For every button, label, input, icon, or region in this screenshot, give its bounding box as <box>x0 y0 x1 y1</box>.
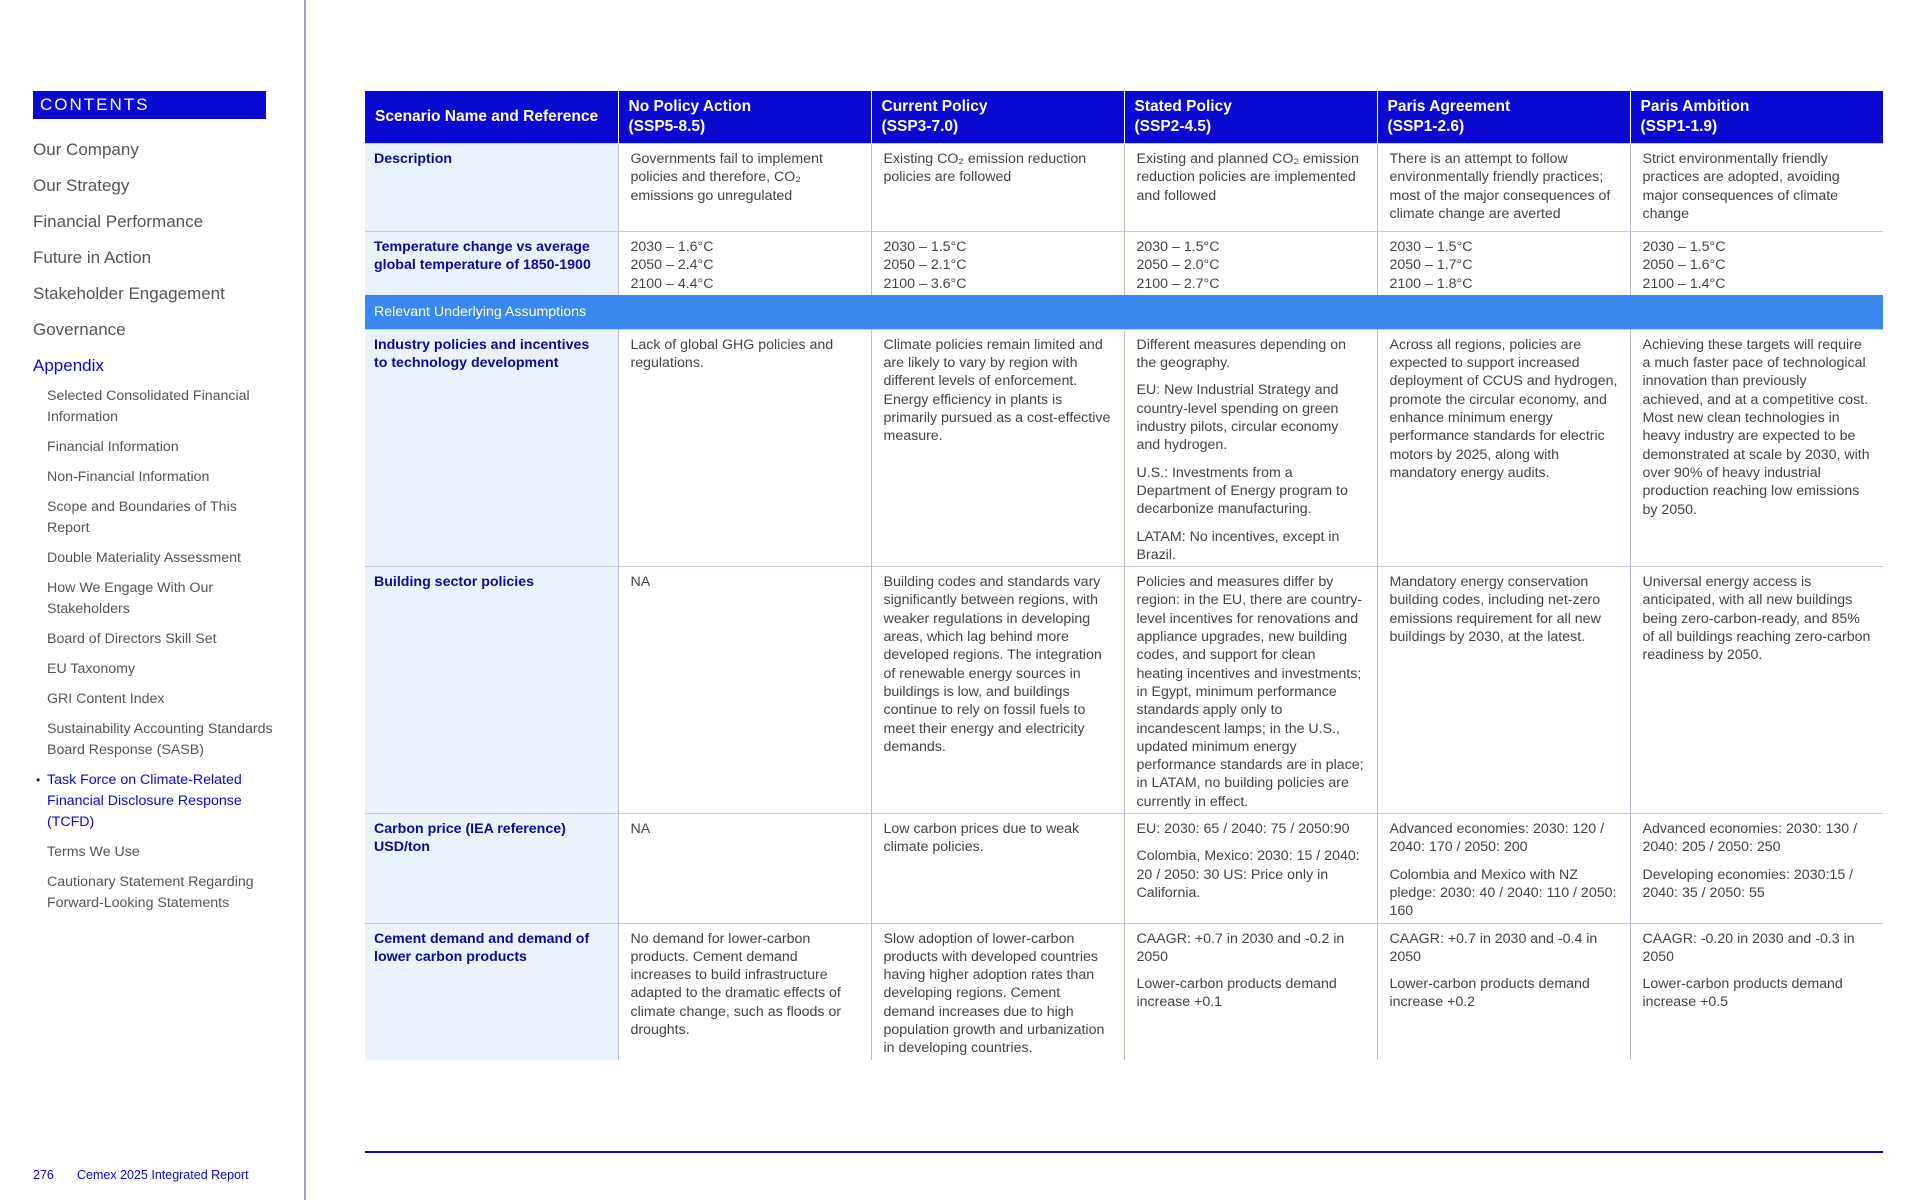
table-cell <box>1377 814 1630 923</box>
table-cell <box>1630 923 1883 1060</box>
cell-paragraph: CAAGR: +0.7 in 2030 and -0.4 in 2050 <box>1389 930 1598 965</box>
cell-paragraph: Slow adoption of lower-carbon products with developed countries having higher adoption rates than developing regions. Cement demand increases due to high population growth and urbanization in developing countries. <box>883 930 1105 1057</box>
cell-paragraph: 2030 – 1.5°C 2050 – 1.7°C 2100 – 1.8°C <box>1389 239 1473 292</box>
table-cell <box>1377 923 1630 1060</box>
table-cell <box>871 923 1124 1060</box>
cell-paragraph: Strict environmentally friendly practices are adopted, avoiding major consequences of climate change <box>1642 151 1840 222</box>
cell-paragraph: CAAGR: +0.7 in 2030 and -0.2 in 2050 <box>1136 930 1345 965</box>
nav-governance[interactable]: Governance <box>33 320 126 339</box>
row-label: Cement demand and demand of lower carbon products <box>365 923 618 1060</box>
nav-sub-eu-taxonomy[interactable]: EU Taxonomy <box>47 661 136 677</box>
cell-paragraph: 2030 – 1.5°C 2050 – 1.6°C 2100 – 1.4°C <box>1642 239 1726 292</box>
row-label: Carbon price (IEA reference) USD/ton <box>365 814 618 923</box>
cell-paragraph: Universal energy access is anticipated, with all new buildings being zero-carbon-ready, and 85% of all buildings reaching zero-carbon readiness by 2050. <box>1642 574 1871 664</box>
nav-sub-non-financial-info[interactable]: Non-Financial Information <box>47 469 210 485</box>
nav-sub-cautionary-statement[interactable]: Cautionary Statement Regarding Forward-Looking Statements <box>47 874 254 911</box>
cell-paragraph: Advanced economies: 2030: 120 / 2040: 170 / 2050: 200 <box>1389 821 1605 856</box>
table-row <box>365 923 1883 1060</box>
table-row <box>365 567 1883 814</box>
table-header-row <box>365 91 1883 144</box>
report-title: Cemex 2025 Integrated Report <box>77 1168 249 1182</box>
column-header-3: Stated Policy (SSP2-4.5) <box>1124 91 1377 144</box>
cell-paragraph: Lower-carbon products demand increase +0.2 <box>1389 976 1590 1011</box>
table-cell <box>1377 144 1630 232</box>
table-cell <box>871 232 1124 295</box>
table-cell <box>618 567 871 814</box>
nav-our-strategy[interactable]: Our Strategy <box>33 176 130 195</box>
nav-sub-double-materiality[interactable]: Double Materiality Assessment <box>47 550 241 566</box>
nav-sub-selected-financial-info[interactable]: Selected Consolidated Financial Information <box>47 388 250 425</box>
nav-sub-tcfd[interactable] <box>36 770 272 833</box>
table-cell <box>1630 814 1883 923</box>
cell-paragraph: Across all regions, policies are expected to support increased deployment of CCUS and hydrogen, promote the circular economy, and enhance minimum energy performance standards for electric motors by 2025, along with mandatory energy audits. <box>1389 336 1618 481</box>
table-cell <box>1124 144 1377 232</box>
cell-paragraph: Developing economies: 2030:15 / 2040: 35 / 2050: 55 <box>1642 866 1854 901</box>
nav-sub-scope-boundaries[interactable]: Scope and Boundaries of This Report <box>47 499 237 536</box>
row-label: Building sector policies <box>365 567 618 814</box>
table-cell <box>871 329 1124 566</box>
table-cell <box>1377 232 1630 295</box>
cell-paragraph: Low carbon prices due to weak climate policies. <box>883 821 1080 856</box>
table-cell <box>1124 567 1377 814</box>
cell-paragraph: LATAM: No incentives, except in Brazil. <box>1136 528 1340 563</box>
table-cell <box>1630 567 1883 814</box>
table-cell <box>618 329 871 566</box>
cell-paragraph: CAAGR: -0.20 in 2030 and -0.3 in 2050 <box>1642 930 1855 965</box>
nav-financial-performance[interactable]: Financial Performance <box>33 212 204 231</box>
cell-paragraph: Building codes and standards vary significantly between regions, with weaker regulations in developing areas, which lag behind more developed regions. The integration of renewable energy sources in buildings is low, and buildings continue to rely on fossil fuels to meet their energy and electricity demands. <box>883 574 1102 755</box>
cell-paragraph: Different measures depending on the geography. <box>1136 336 1347 372</box>
scenario-table-container <box>365 91 1883 1060</box>
cell-paragraph: EU: 2030: 65 / 2040: 75 / 2050:90 <box>1136 821 1350 838</box>
cell-paragraph: EU: New Industrial Strategy and country-level spending on green industry pilots, circular economy and hydrogen. <box>1136 382 1339 454</box>
cell-paragraph: Lower-carbon products demand increase +0.1 <box>1136 976 1337 1011</box>
column-header-4: Paris Agreement (SSP1-2.6) <box>1377 91 1630 144</box>
cell-paragraph: Colombia, Mexico: 2030: 15 / 2040: 20 / 2050: 30 US: Price only in California. <box>1136 848 1360 901</box>
cell-paragraph: Existing CO₂ emission reduction policies are followed <box>883 151 1087 186</box>
nav-sub-terms-we-use[interactable]: Terms We Use <box>47 844 140 860</box>
column-header-2: Current Policy (SSP3-7.0) <box>871 91 1124 144</box>
nav-our-company[interactable]: Our Company <box>33 140 139 159</box>
cell-paragraph: Existing and planned CO₂ emission reduction policies are implemented and followed <box>1136 151 1359 204</box>
row-label: Industry policies and incentives to technology development <box>365 329 618 566</box>
cell-paragraph: Climate policies remain limited and are likely to vary by region with different levels of enforcement. Energy efficiency in plants is primarily pursued as a cost-effective measure. <box>883 336 1111 445</box>
cell-paragraph: 2030 – 1.6°C 2050 – 2.4°C 2100 – 4.4°C <box>630 239 714 292</box>
table-bottom-rule <box>365 1151 1883 1153</box>
nav-sub-tcfd-label: Task Force on Climate-Related Financial Disclosure Response (TCFD) <box>47 772 242 830</box>
table-row <box>365 232 1883 295</box>
nav-future-in-action[interactable]: Future in Action <box>33 248 152 267</box>
cell-paragraph: Governments fail to implement policies and therefore, CO₂ emissions go unregulated <box>630 151 823 204</box>
nav-stakeholder-engagement[interactable]: Stakeholder Engagement <box>33 284 225 303</box>
cell-paragraph: Lack of global GHG policies and regulations. <box>630 336 834 372</box>
table-cell <box>618 232 871 295</box>
table-cell <box>1377 329 1630 566</box>
cell-paragraph: 2030 – 1.5°C 2050 – 2.0°C 2100 – 2.7°C <box>1136 239 1220 292</box>
cell-paragraph: 2030 – 1.5°C 2050 – 2.1°C 2100 – 3.6°C <box>883 239 967 292</box>
section-row <box>365 295 1883 330</box>
table-cell <box>1124 232 1377 295</box>
cell-paragraph: Policies and measures differ by region: in the EU, there are country-level incentives for renovations and appliance upgrades, new building codes, and support for clean heating incentives and investments; in Egypt, minimum performance standards apply only to incandescent lamps; in the U.S., updated minimum energy performance standards are in place; in LATAM, no building policies are currently in effect. <box>1136 574 1364 810</box>
table-cell <box>1124 814 1377 923</box>
table-cell <box>1124 923 1377 1060</box>
column-header-0: Scenario Name and Reference <box>365 91 618 144</box>
nav-appendix[interactable]: Appendix <box>33 356 104 375</box>
cell-paragraph: Lower-carbon products demand increase +0.5 <box>1642 976 1843 1011</box>
active-bullet-icon: • <box>36 773 41 787</box>
cell-paragraph: Advanced economies: 2030: 130 / 2040: 205 / 2050: 250 <box>1642 821 1858 856</box>
nav-sub-financial-info[interactable]: Financial Information <box>47 439 179 455</box>
cell-paragraph: Achieving these targets will require a much faster pace of technological innovation than previously achieved, and at a competitive cost. Most new clean technologies in heavy industry are expected to be demonstrated at scale by 2030, with over 90% of heavy industrial production reaching low emissions by 2050. <box>1642 336 1870 518</box>
row-label: Temperature change vs average global temperature of 1850-1900 <box>365 232 618 295</box>
page-number: 276 <box>33 1168 54 1182</box>
table-cell <box>618 814 871 923</box>
cell-paragraph: NA <box>630 821 651 838</box>
cell-paragraph: U.S.: Investments from a Department of Energy program to decarbonize manufacturing. <box>1136 464 1348 518</box>
section-label: Relevant Underlying Assumptions <box>365 295 1883 330</box>
cell-paragraph: No demand for lower-carbon products. Cement demand increases to build infrastructure adapted to the dramatic effects of climate change, such as floods or droughts. <box>630 930 842 1038</box>
scenario-table <box>365 91 1883 1060</box>
table-row <box>365 329 1883 566</box>
cell-paragraph: NA <box>630 574 651 591</box>
row-label: Description <box>365 144 618 232</box>
nav-sub-board-skill-set[interactable]: Board of Directors Skill Set <box>47 631 217 647</box>
nav-sub-how-we-engage[interactable]: How We Engage With Our Stakeholders <box>47 580 214 617</box>
table-cell <box>618 144 871 232</box>
table-cell <box>871 814 1124 923</box>
cell-paragraph: Colombia and Mexico with NZ pledge: 2030: 40 / 2040: 110 / 2050: 160 <box>1389 866 1617 920</box>
table-cell <box>1124 329 1377 566</box>
contents-heading: CONTENTS <box>33 91 266 119</box>
table-cell <box>1630 144 1883 232</box>
table-row <box>365 144 1883 232</box>
column-header-5: Paris Ambition (SSP1-1.9) <box>1630 91 1883 144</box>
cell-paragraph: Mandatory energy conservation building codes, including net-zero emissions requirement for all new buildings by 2030, at the latest. <box>1389 574 1601 646</box>
sidebar-divider <box>304 0 306 1200</box>
table-body <box>365 144 1883 1060</box>
nav-sub-gri-index[interactable]: GRI Content Index <box>47 691 165 707</box>
table-cell <box>871 567 1124 814</box>
table-cell <box>871 144 1124 232</box>
table-cell <box>1377 567 1630 814</box>
column-header-1: No Policy Action (SSP5-8.5) <box>618 91 871 144</box>
table-row <box>365 814 1883 923</box>
nav-sub-sasb[interactable]: Sustainability Accounting Standards Board Response (SASB) <box>47 721 273 758</box>
table-cell <box>1630 329 1883 566</box>
cell-paragraph: There is an attempt to follow environmentally friendly practices; most of the major consequences of climate change are averted <box>1389 151 1611 222</box>
sidebar <box>0 0 305 1200</box>
table-cell <box>618 923 871 1060</box>
table-cell <box>1630 232 1883 295</box>
